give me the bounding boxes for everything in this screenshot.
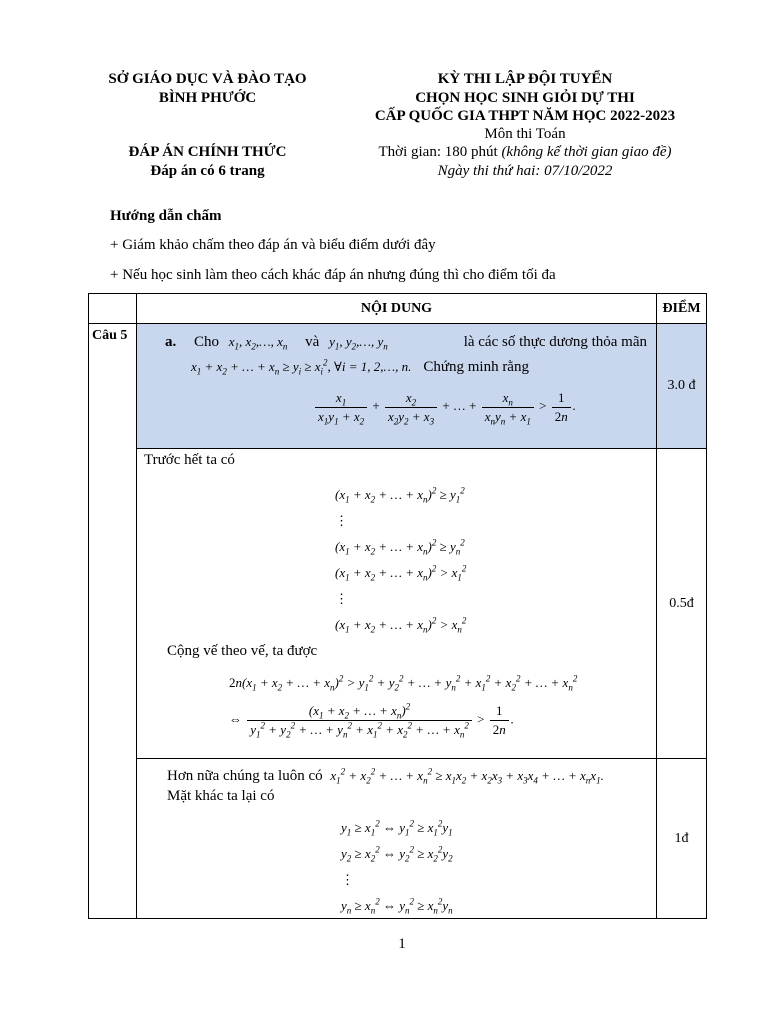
step1-intro: Trước hết ta có — [144, 452, 235, 468]
page-count-label: Đáp án có 6 trang — [150, 163, 265, 179]
step1-combine: Cộng vế theo vế, ta được — [167, 643, 318, 659]
header-score: ĐIỂM — [657, 294, 707, 324]
problem-hypothesis: $x_1 + x_2$ + … + $x_n \ge y_i \ge x_i^2$, ∀i = 1, 2,…, n. — [191, 357, 412, 377]
page-number: 1 — [398, 936, 406, 952]
problem-prove-text: Chứng minh rằng — [423, 359, 529, 375]
problem-row — [89, 324, 707, 449]
step2-line-1 — [167, 768, 647, 785]
dept-name: SỞ GIÁO DỤC VÀ ĐÀO TẠO — [108, 71, 307, 87]
y-sequence: $y_1$, $y_2,\dots$, $y_n$ — [329, 334, 388, 352]
problem-line-2 — [191, 358, 651, 380]
step2-text-2: Mặt khác ta lại có — [167, 788, 275, 804]
step1-inequalities: ($x_1 + x_2$ + … + $x_n)^2 \ge y_1^2$ ⋮ ($x_1 + x_2$ + … + $x_n)^2 \ge y_n^2$ ($x_1 + x_2$ + … + $x_n)^2 > x_1^2$ ⋮ ($x_1 + x_2$ + … + $x_n)^2 > x_n^2$ — [335, 485, 467, 635]
step2-row — [89, 759, 707, 919]
guide-title: Hướng dẫn chấm — [110, 208, 222, 224]
question-label: Câu 5 — [89, 324, 137, 919]
exam-level: CẤP QUỐC GIA THPT NĂM HỌC 2022-2023 — [374, 108, 676, 124]
step2-inequalities: $y_1 \ge x_1^2$ ⇔ $y_1^2 \ge x_1^2y_1$ $y_2 \ge x_2^2$ ⇔ $y_2^2 \ge x_2^2y_2$ ⋮ $y_n \ge x_n^2$ ⇔ $y_n^2 \ge x_n^2y_n$ — [341, 818, 453, 916]
problem-score: 3.0 đ — [657, 324, 707, 449]
step1-equivalent: ⇔ $\frac{(x_1 + x_2 + \dots + x_n)^2}{y_1^2 + y_2^2 + \dots + y_n^2 + x_1^2 + x_2^2 + \dots + x_n^2}$ > $\frac{1}{2n}$ . — [229, 701, 515, 740]
exam-time-label: Thời gian: 180 phút — [378, 144, 502, 160]
exam-title: KỲ THI LẬP ĐỘI TUYỂN — [437, 71, 613, 87]
guide-item-1: + Giám khảo chấm theo đáp án và biểu điểm dưới đây — [110, 237, 436, 253]
step1-sum-inequality: $2n(x_1 + x_2$ + … + $x_n)^2 > y_1^2 + y_2^2$ + … + $y_n^2 + x_1^2 + x_2^2$ + … + $x_n^2$ — [229, 673, 578, 693]
step1-score: 0.5đ — [657, 449, 707, 759]
step1-row — [89, 449, 707, 759]
exam-subject: Môn thi Toán — [484, 126, 566, 142]
header-empty-cell — [89, 294, 137, 324]
answer-table — [88, 293, 707, 919]
problem-cell — [137, 324, 657, 449]
guide-item-2: + Nếu học sinh làm theo cách khác đáp án nhưng đúng thì cho điểm tối đa — [110, 267, 556, 283]
exam-date: Ngày thi thứ hai: 07/10/2022 — [437, 163, 613, 179]
step2-cell — [137, 759, 657, 919]
exam-time — [340, 143, 710, 162]
table-header-row — [89, 294, 707, 324]
step2-text-1: Hơn nữa chúng ta luôn có — [167, 768, 323, 784]
part-label: a. — [165, 334, 177, 350]
exam-time-note: (không kể thời gian giao đề) — [501, 144, 672, 160]
header-content: NỘI DUNG — [137, 294, 657, 324]
problem-line-1 — [165, 334, 655, 356]
problem-va: và — [305, 334, 320, 350]
province-name: BÌNH PHƯỚC — [158, 90, 257, 106]
x-sequence: $x_1$, $x_2,\dots$, $x_n$ — [228, 334, 288, 352]
problem-cho: Cho — [194, 334, 220, 350]
problem-inequality: $\frac{x_1}{x_1y_1 + x_2}$ + $\frac{x_2}{x_2y_2 + x_3}$ + … + $\frac{x_n}{x_ny_n + x_1}$ > $\frac{1}{2n}$ . — [313, 390, 653, 440]
step2-sum-squares: $x_1^2 + x_2^2$ + … + $x_n^2 \ge x_1x_2 + x_2x_3 + x_3x_4$ + … + $x_nx_1$. — [330, 766, 604, 786]
step2-score: 1đ — [657, 759, 707, 919]
official-answer-label: ĐÁP ÁN CHÍNH THỨC — [128, 144, 287, 160]
step1-cell — [137, 449, 657, 759]
problem-condition-text: là các số thực dương thỏa mãn — [463, 334, 647, 350]
exam-subtitle: CHỌN HỌC SINH GIỎI DỰ THI — [415, 90, 635, 106]
